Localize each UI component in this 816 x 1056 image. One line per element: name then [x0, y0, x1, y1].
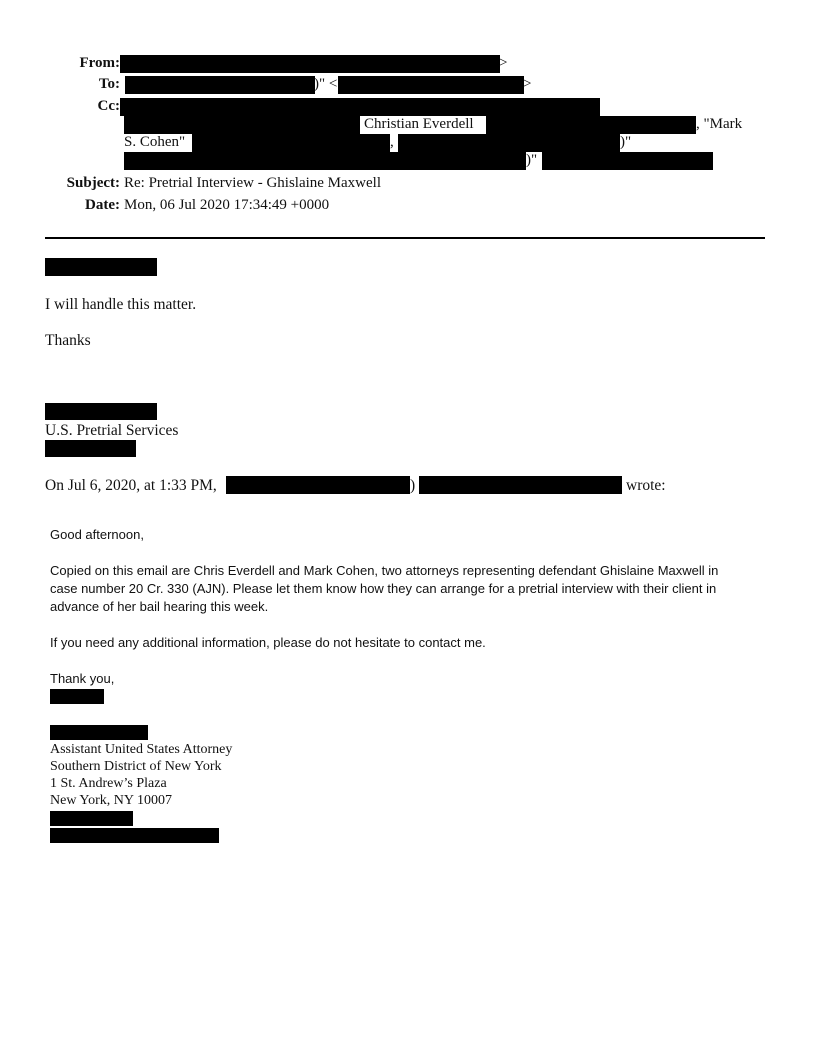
- redaction-reply-contact: [45, 440, 136, 457]
- redaction-sig-email: [50, 828, 219, 843]
- date-label: Date:: [85, 197, 120, 213]
- redaction-cc-line3b: [398, 134, 620, 152]
- subject-label: Subject:: [66, 175, 120, 191]
- redaction-to-name: [125, 76, 315, 94]
- sig-address2: New York, NY 10007: [50, 793, 172, 808]
- redaction-quote-email: [419, 476, 622, 494]
- cc-quote1: )": [620, 134, 632, 150]
- original-para1-line1: Copied on this email are Chris Everdell and Mark Cohen, two attorneys representing defendant Ghislaine Maxwell in: [50, 563, 719, 578]
- quote-prefix: On Jul 6, 2020, at 1:33 PM,: [45, 477, 217, 494]
- original-greeting: Good afternoon,: [50, 527, 144, 542]
- redaction-sig-name: [50, 725, 148, 740]
- original-para1-line2: case number 20 Cr. 330 (AJN). Please let them know how they can arrange for a pretrial interview with their client in: [50, 581, 717, 596]
- reply-org: U.S. Pretrial Services: [45, 422, 179, 439]
- sig-address1: 1 St. Andrew’s Plaza: [50, 776, 167, 791]
- redaction-reply-signature: [45, 403, 157, 420]
- redaction-original-sender: [50, 689, 104, 704]
- redaction-cc-line2a: [124, 116, 360, 134]
- sig-office: Southern District of New York: [50, 759, 222, 774]
- original-para2: If you need any additional information, please do not hesitate to contact me.: [50, 635, 486, 650]
- cc-mark: , "Mark: [696, 116, 743, 132]
- quote-paren: ): [410, 477, 416, 494]
- redaction-salutation: [45, 258, 157, 276]
- reply-line1: I will handle this matter.: [45, 296, 197, 313]
- sig-title: Assistant United States Attorney: [50, 742, 233, 757]
- subject-value: Re: Pretrial Interview - Ghislaine Maxwell: [124, 175, 382, 191]
- date-value: Mon, 06 Jul 2020 17:34:49 +0000: [124, 197, 330, 213]
- to-label: To:: [98, 76, 120, 92]
- redaction-from: [120, 55, 500, 73]
- cc-label: Cc:: [97, 98, 120, 114]
- reply-line2: Thanks: [45, 332, 91, 349]
- redaction-cc-line3a: [192, 134, 390, 152]
- redaction-cc-line1: [120, 98, 600, 116]
- quote-suffix: wrote:: [626, 477, 666, 494]
- from-tail: >: [499, 55, 508, 71]
- redaction-cc-line4b: [542, 152, 713, 170]
- original-closing: Thank you,: [50, 671, 115, 686]
- redaction-cc-line2b: [486, 116, 696, 134]
- original-para1-line3: advance of her bail hearing this week.: [50, 599, 269, 614]
- cc-cohen: S. Cohen": [124, 134, 186, 150]
- redaction-quote-name: [226, 476, 410, 494]
- header-divider: [45, 237, 765, 239]
- redaction-sig-phone: [50, 811, 133, 826]
- redaction-cc-line4a: [124, 152, 526, 170]
- from-label: From:: [79, 55, 120, 71]
- cc-name-everdell: Christian Everdell: [364, 116, 474, 132]
- redaction-to-email: [338, 76, 524, 94]
- cc-comma: ,: [390, 134, 394, 150]
- to-mid: )" <: [314, 76, 338, 92]
- cc-quote2: )": [526, 152, 538, 168]
- to-tail: >: [523, 76, 532, 92]
